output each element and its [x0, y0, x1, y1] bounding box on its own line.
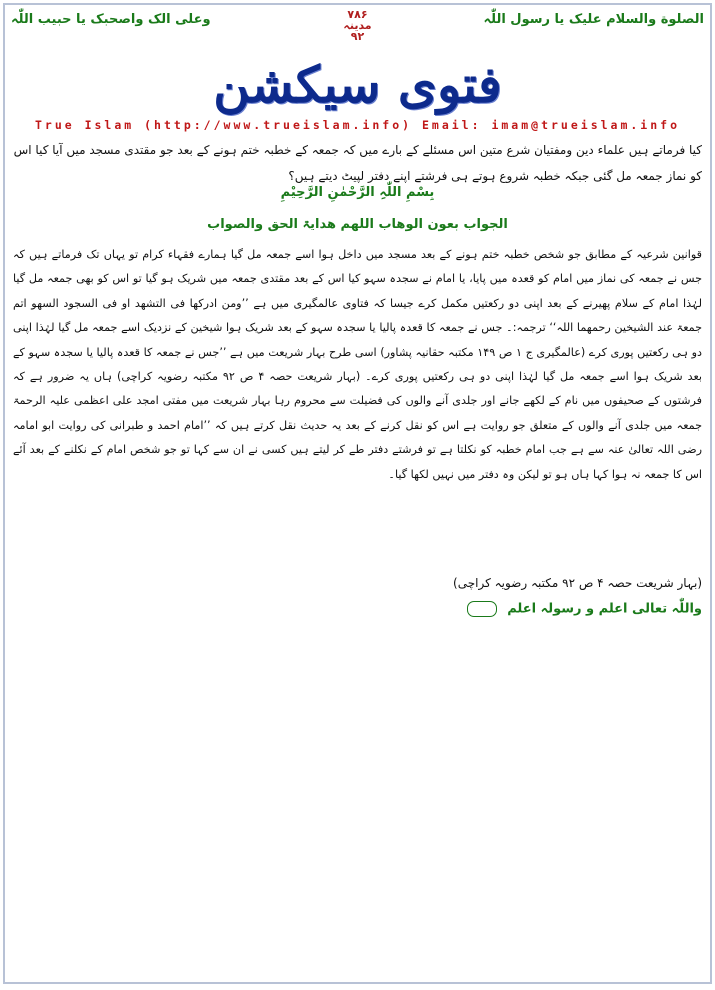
page-title: فتوی سیکشن — [213, 55, 502, 114]
header-number-bottom: ۹۲ — [350, 30, 365, 43]
header-center-mark — [343, 9, 371, 42]
header — [11, 9, 704, 43]
closing-line — [13, 601, 702, 617]
bismillah: بِسْمِ اللّٰہِ الرَّحْمٰنِ الرَّحِیْمِ — [280, 185, 435, 200]
header-number-top: ۷۸۶ — [347, 8, 368, 21]
closing-text: واللّٰہ تعالی اعلم و رسولہ اعلم — [507, 601, 702, 617]
seal-icon — [467, 601, 497, 617]
salutation-right: الصلوة والسلام علیک یا رسول اللّٰہ — [483, 12, 704, 27]
answer-body: قوانین شرعیہ کے مطابق جو شخص خطبہ ختم ہونے کے بعد مسجد میں داخل ہوا اسے جمعہ مل گیا ہمارے فقہاء کرام تو یہاں تک فرماتے ہیں کہ جس نے جمعہ کی نماز میں امام کو قعدہ میں پایا، یا امام نے سجدہ سہو کیا اس کے بعد مقتدی جمعہ میں شریک ہو گیا تو اس کو بھی جمعہ مل گیا لہٰذا امام کے سلام پھیرنے کے بعد اپنی دو رکعتیں مکمل کرے جیسا کہ فتاوی عالمگیری میں ہے ’’ومن ادرکھا فی التشھد او فی السجود السھو اتم جمعۃ عند الشیخین رحمھما اللہ‘‘ ترجمہ:۔ جس نے جمعہ کا قعدہ پالیا یا سجدہ سہو کے بعد شریک ہوا شیخین کے نزدیک اسے جمعہ مل گیا لہٰذا اپنی دو ہی رکعتیں پوری کرے (عالمگیری ج ۱ ص ۱۴۹ مکتبہ حقانیہ پشاور) اسی طرح بہار شریعت میں ہے ’’جس نے جمعہ کا قعدہ پالیا یا سجدہ سہو کے بعد شریک ہوا اسے جمعہ مل گیا لہٰذا اپنی دو ہی رکعتیں پوری کرے۔ (بہار شریعت حصہ ۴ ص ۹۲ مکتبہ رضویہ کراچی) ہاں یہ ضرور ہے کہ فرشتوں کے صحیفوں میں نام کے لکھے جانے اور جلدی آنے والوں کی فضیلت سے محروم رہا بہار شریعت میں مفتی امجد علی اعظمی علیہ الرحمۃ جمعہ میں جلدی آنے والوں کے متعلق جو روایت ہے اس کو نقل کرنے کے بعد یہ حدیث نقل کرتے ہیں کہ ’’امام احمد و طبرانی کی روایت ابو امامہ رضی اللہ تعالیٰ عنہ سے ہے جب امام خطبہ کو نکلتا ہے تو فرشتے دفتر طے کر لیتے ہیں کسی نے ان سے کہا تو جو شخص امام کے نکلنے کے بعد آئے اس کا جمعہ نہ ہوا کہا ہاں ہو تو لیکن وہ دفتر میں نہیں لکھا گیا۔ — [13, 248, 702, 481]
answer-heading: الجواب بعون الوھاب اللھم ھدایۃ الحق والصواب — [207, 217, 508, 232]
reference-citation: (بہار شریعت حصہ ۴ ص ۹۲ مکتبہ رضویہ کراچی) — [453, 576, 702, 590]
salutation-left: وعلی الک واصحبک یا حبیب اللّٰہ — [11, 12, 211, 27]
contact-line: True Islam (http://www.trueislam.info) Email: imam@trueislam.info — [34, 118, 681, 132]
question-text: کیا فرماتے ہیں علماء دین ومفتیان شرع متین اس مسئلے کے بارے میں کہ جمعہ کے خطبہ ختم ہونے کے بعد جو مقتدی مسجد میں آیا کیا اس کو نماز جمعہ مل گئی جبکہ خطبہ شروع ہوتے ہی فرشتے اپنے دفتر لپیٹ دیتے ہیں؟ — [13, 143, 702, 183]
header-madina: مدینہ — [343, 19, 372, 32]
fatwa-page — [3, 3, 712, 984]
